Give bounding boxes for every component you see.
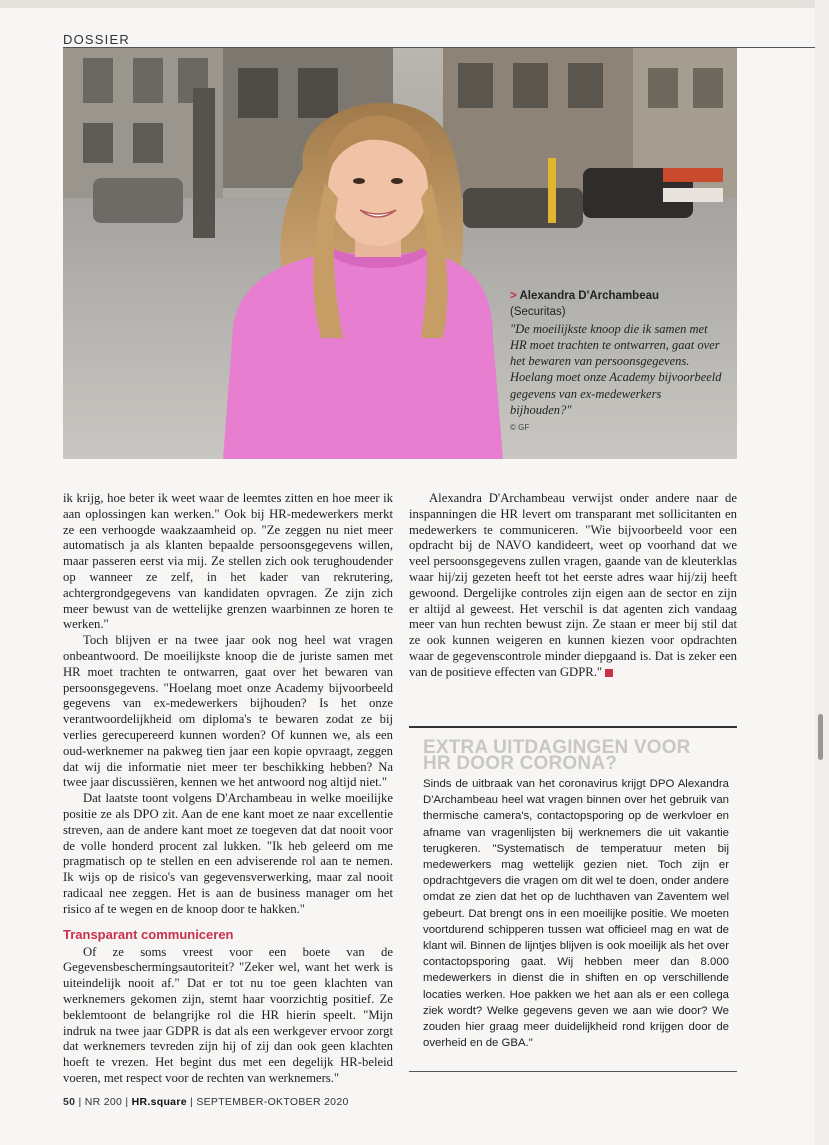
left-paragraph-4: Of ze soms vreest voor een boete van de Gegevensbeschermingsautoriteit? "Zeker wel, want het werk is uiteindelijk nooit af." Dat er tot nu toe geen klachten van werknemers gekomen zijn, stemt haar voorzichtig positief. Ze beklemtoont de belangrijke rol die HR hierin speelt. "Mijn indruk na twee jaar GDPR is dat als een werkgever ervoor zorgt dat werknemers tevreden zijn hij of zij dan ook geen klachten hoeft te vrezen. Het begint dus met een degelijk HR-beleid voeren, met respect voor de rechten van werknemers." <box>63 944 393 1085</box>
right-paragraph-1-text: Alexandra D'Archambeau verwijst onder andere naar de inspanningen die HR levert om transparant met sollicitanten en medewerkers te communiceren. "Wie bijvoorbeeld voor een opdracht bij de NAVO kandideert, weet op voorhand dat we veel persoonsgegevens zullen vragen, gaande van de kleuterklas waar hij/zij gezeten heeft tot het eerste adres waar hij/zij heeft gewoond. Dergelijke controles zijn eigen aan de sector en zijn er altijd al geweest. Het verschil is dat agenten zich vandaag meer van hun rechten bewust zijn. Ze staan er meer bij stil dat ze ook kunnen weigeren en kunnen kiezen voor opdrachten waar de gegevenscontrole minder diepgaand is. Dat is zeker een van de positieve effecten van GDPR." <box>409 491 737 679</box>
right-column <box>409 491 737 681</box>
caption-arrow-icon: > <box>510 290 517 302</box>
left-paragraph-2: Toch blijven er na twee jaar ook nog heel wat vragen onbeantwoord. De moeilijkste knoop die de juriste samen met HR moet trachten te ontwarren, gaat over het bewaren van persoonsgegevens. "Hoelang moet onze Academy bijvoorbeeld gegevens van ex-medewerkers bijhouden? Is het onze verantwoordelijkheid om diploma's te bewaren zodat ze bij verlies gerecupereerd kunnen worden? Of kunnen we, als een oud-werknemer na pakweg tien jaar een kopie opvraagt, zeggen dat wij die informatie niet meer ter beschikking hebben? Na twee jaar discussiëren, kennen we het antwoord nog altijd niet." <box>63 633 393 790</box>
caption-organization: (Securitas) <box>510 306 566 319</box>
right-paragraph-1 <box>409 491 737 681</box>
caption-name-line <box>510 288 722 304</box>
page-footer <box>63 1096 349 1108</box>
sidebar-body: Sinds de uitbraak van het coronavirus krijgt DPO Alexandra D'Archambeau heel wat vragen binnen over het gebruik van thermische camera's, contactopsporing op de werkvloer en afname van vragenlijsten bij werknemers die uit vakantie terugkeren. "Systematisch de temperatuur meten bij medewerkers mag wettelijk gezien niet. Toch zijn er opdrachtgevers die vragen om dit wel te doen, onder andere omdat ze zien dat het op de luchthaven van Zaventem wel gebeurt. Dat brengt ons in een moeilijke positie. We moeten voortdurend schipperen tussen wat officieel mag en wat de klant wil. Binnen de lijntjes blijven is ook moeilijk als het over contactopsporing gaat. Wij hebben meer dan 8.000 medewerkers in dienst die in shiften en op verschillende locaties werken. Hoe pakken we het aan als er een collega ziek wordt? Welke gegevens geven we aan wie door? We zouden hier graag meer duidelijkheid rond krijgen door de overheid en de GBA." <box>423 778 729 1050</box>
left-column <box>63 491 393 1087</box>
footer-separator: | <box>122 1096 132 1108</box>
issue-date: SEPTEMBER-OKTOBER 2020 <box>196 1096 349 1108</box>
left-paragraph-3: Dat laatste toont volgens D'Archambeau in welke moeilijke positie ze als DPO zit. Aan de ene kant moet ze naar excellentie streven, aan de andere kant moet ze toegeven dat dat nooit voor de volle honderd procent zal lukken. "Ik heb geleerd om me pragmatisch op te stellen en een adviserende rol aan te nemen. Ik wijs op de risico's van gegevensverwerking, maar zal nooit radicaal nee zeggen. Het is aan de business manager om het risico af te wegen en de knoop door te hakken." <box>63 791 393 916</box>
magazine-brand: HR.square <box>131 1096 187 1108</box>
sidebar-title-line-1: EXTRA UITDAGINGEN VOOR <box>423 737 691 758</box>
section-label: DOSSIER <box>63 32 130 47</box>
photo-caption <box>510 288 722 437</box>
page-top-edge <box>0 0 829 8</box>
left-paragraph-1: ik krijg, hoe beter ik weet waar de leemtes zitten en hoe meer ik aan oplossingen kan werken." Ook bij HR-medewerkers merkt ze een verhoogde waakzaamheid op. "Ze zeggen nu niet meer automatisch ja als klanten bepaalde persoonsgegevens willen, maar passeren eerst via mij. Ze stellen zich ook terughoudender op wanneer ze zelf, in het kader van rekrutering, achtergrondgegevens van kandidaten opvragen. Ze zijn zich meer bewust van de wettelijke grenzen waarbinnen ze horen te werken." <box>63 491 393 632</box>
sidebar-title <box>423 737 737 774</box>
subheading: Transparant communiceren <box>63 926 234 942</box>
footer-separator: | <box>186 1096 197 1108</box>
photo-credit: © GF <box>510 423 530 433</box>
sidebar-box <box>409 726 737 1072</box>
end-mark-icon <box>605 669 613 677</box>
page-number: 50 <box>63 1096 76 1108</box>
issue-number: NR 200 <box>84 1096 123 1108</box>
sidebar-title-line-2: HR DOOR CORONA? <box>423 753 618 774</box>
footer-separator: | <box>75 1096 85 1108</box>
scrollbar-thumb[interactable] <box>818 714 823 760</box>
caption-name: Alexandra D'Archambeau <box>519 290 660 302</box>
caption-quote: "De moeilijkste knoop die ik samen met HR moet trachten te ontwarren, gaat over het bewaren van persoonsgegevens. Hoelang moet onze Academy bijvoorbeeld gegevens van ex-medewerkers bijhouden?" <box>510 321 722 418</box>
scrollbar-track[interactable] <box>815 0 829 1145</box>
